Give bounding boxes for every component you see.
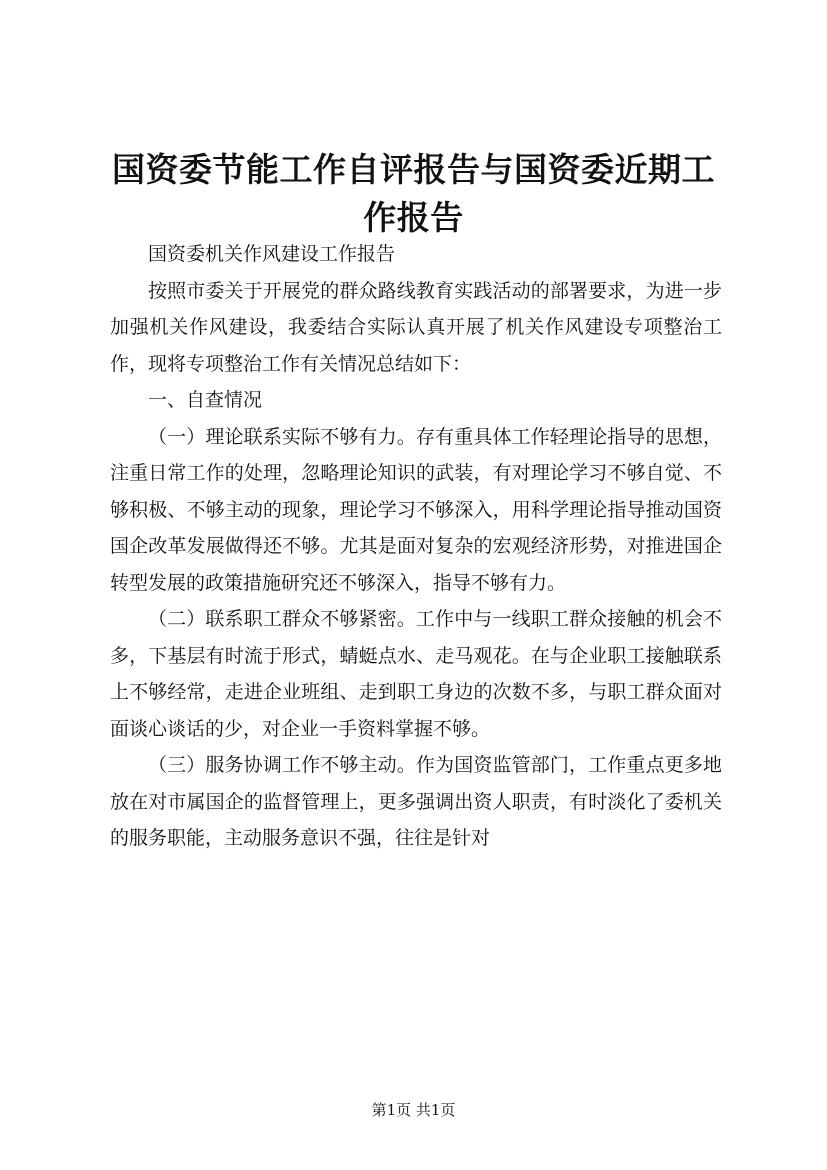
paragraph: （二）联系职工群众不够紧密。工作中与一线职工群众接触的机会不多，下基层有时流于形式，蜻蜓点水、走马观花。在与企业职工接触联系上不够经常，走进企业班组、走到职工身边的次数不多，与职工群众面对面谈心谈话的少，对企业一手资料掌握不够。	[110, 608, 722, 740]
section-heading: 一、自查情况	[148, 389, 263, 411]
page-number-footer: 第1页 共1页	[371, 1101, 456, 1119]
paragraph: （三）服务协调工作不够主动。作为国资监管部门，工作重点更多地放在对市属国企的监督管理上，更多强调出资人职责，有时淡化了委机关的服务职能，主动服务意识不强，往往是针对	[110, 754, 722, 849]
document-body	[110, 236, 722, 857]
paragraph: （一）理论联系实际不够有力。存有重具体工作轻理论指导的思想，注重日常工作的处理，忽略理论知识的武装，有对理论学习不够自觉、不够积极、不够主动的现象，理论学习不够深入，用科学理论指导推动国资国企改革发展做得还不够。尤其是面对复杂的宏观经济形势，对推进国企转型发展的政策措施研究还不够深入，指导不够有力。	[110, 425, 722, 594]
paragraph: 按照市委关于开展党的群众路线教育实践活动的部署要求，为进一步加强机关作风建设，我委结合实际认真开展了机关作风建设专项整治工作，现将专项整治工作有关情况总结如下：	[110, 279, 722, 375]
document-title: 国资委节能工作自评报告与国资委近期工作报告	[112, 150, 715, 237]
section-heading: 国资委机关作风建设工作报告	[148, 243, 396, 265]
